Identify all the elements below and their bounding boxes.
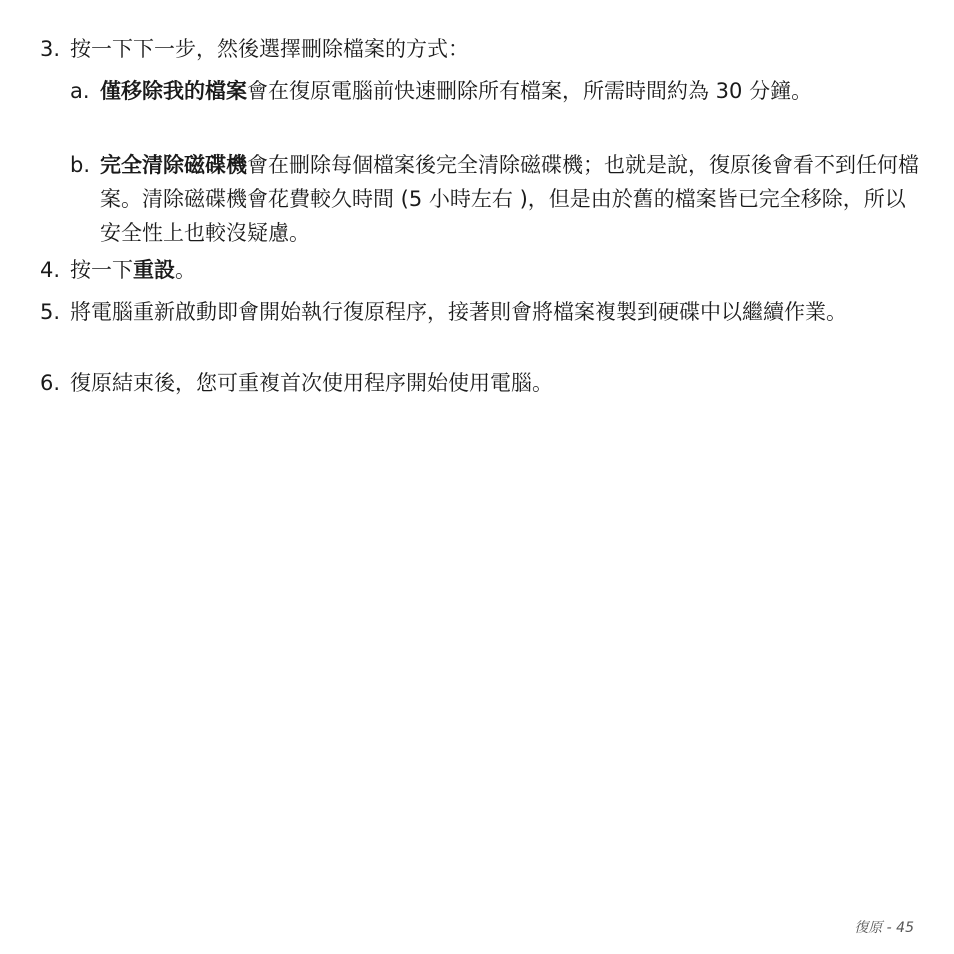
step-text: 將電腦重新啟動即會開始執行復原程序，接著則會將檔案複製到硬碟中以繼續作業。 [70,300,847,324]
step-3b [70,148,920,250]
substep-letter: a. [70,79,90,103]
step-text: 復原結束後，您可重複首次使用程序開始使用電腦。 [70,371,553,395]
page-number: 45 [896,920,914,936]
step-4 [40,253,920,287]
step-3 [40,32,920,66]
page-footer [854,919,914,937]
reset-label: 重設 [133,258,175,282]
step-prefix: 按一下 [70,258,133,282]
step-text: 按一下下一步，然後選擇刪除檔案的方式： [70,37,469,61]
step-3a [70,74,920,108]
option-description: 會在復原電腦前快速刪除所有檔案，所需時間約為 30 分鐘。 [247,79,813,103]
option-name: 完全清除磁碟機 [100,153,247,177]
step-number: 4. [40,258,61,282]
footer-separator: - [882,920,897,936]
step-number: 3. [40,37,61,61]
step-5 [40,295,920,329]
step-6 [40,366,920,400]
option-name: 僅移除我的檔案 [100,79,247,103]
substep-letter: b. [70,153,91,177]
step-number: 6. [40,371,61,395]
option-description: 會在刪除每個檔案後完全清除磁碟機；也就是說，復原後會看不到任何檔案。清除磁碟機會花費較久時間 (5 小時左右 )，但是由於舊的檔案皆已完全移除，所以安全性上也較沒疑慮。 [100,153,919,245]
step-suffix: 。 [175,258,196,282]
step-number: 5. [40,300,61,324]
footer-section: 復原 [854,920,883,936]
